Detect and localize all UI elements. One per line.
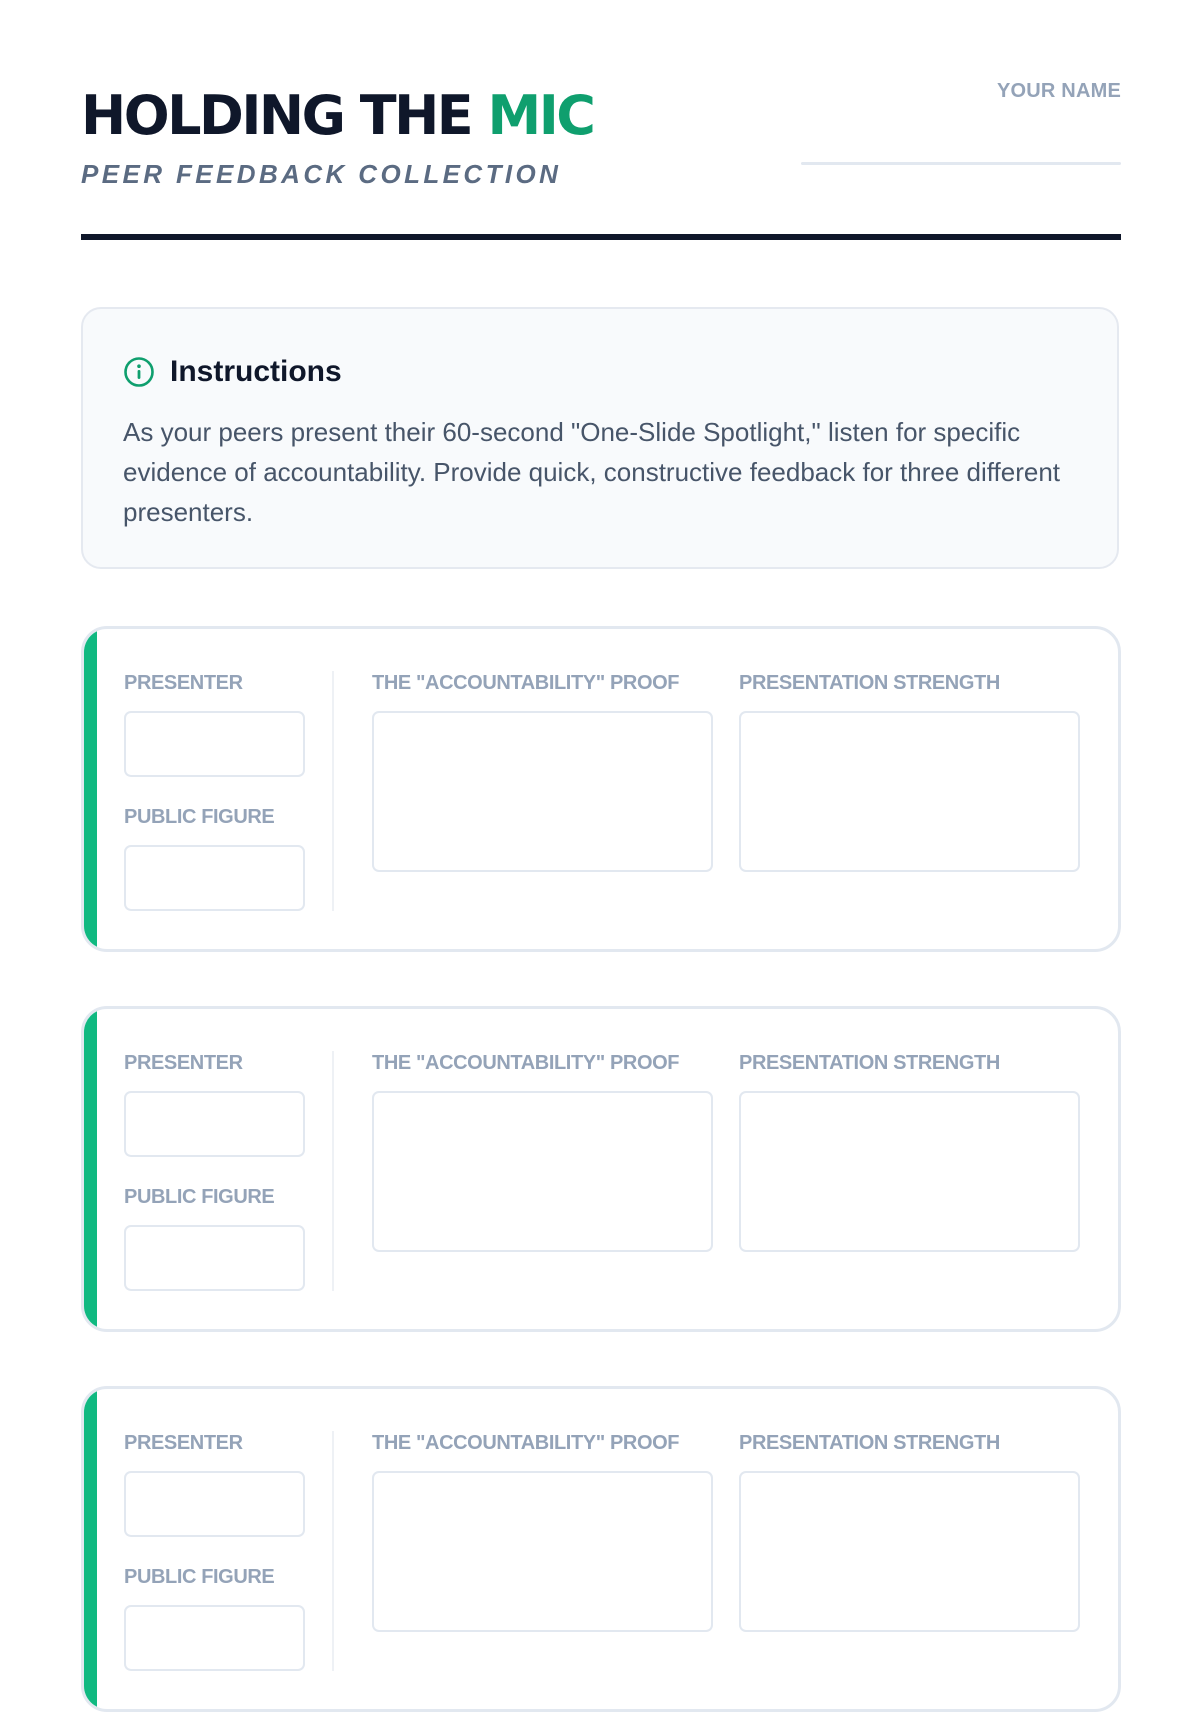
card-accent-bar bbox=[84, 1389, 97, 1709]
header-divider bbox=[81, 234, 1121, 240]
card-accent-bar bbox=[84, 1009, 97, 1329]
page-header bbox=[81, 0, 1121, 242]
presentation-strength-label: PRESENTATION STRENGTH bbox=[739, 1052, 1000, 1074]
instructions-panel bbox=[81, 307, 1119, 569]
instructions-text: As your peers present their 60-second "One-Slide Spotlight," listen for specific evidence of accountability. Provide quick, constructive feedback for three different presenters. bbox=[123, 417, 1061, 527]
presenter-label: PRESENTER bbox=[124, 672, 243, 694]
public-figure-input[interactable] bbox=[124, 845, 305, 911]
presenter-label: PRESENTER bbox=[124, 1052, 243, 1074]
public-figure-label: PUBLIC FIGURE bbox=[124, 1566, 275, 1588]
card-divider bbox=[332, 1051, 334, 1291]
instructions-title: Instructions bbox=[170, 355, 342, 388]
accountability-proof-input[interactable] bbox=[372, 1471, 713, 1632]
presentation-strength-input[interactable] bbox=[739, 1091, 1080, 1252]
your-name-label: YOUR NAME bbox=[996, 80, 1121, 102]
presentation-strength-input[interactable] bbox=[739, 711, 1080, 872]
public-figure-input[interactable] bbox=[124, 1225, 305, 1291]
accountability-proof-label: THE "ACCOUNTABILITY" PROOF bbox=[372, 1052, 680, 1074]
page-title bbox=[81, 86, 593, 146]
presentation-strength-label: PRESENTATION STRENGTH bbox=[739, 672, 1000, 694]
your-name-input-line[interactable] bbox=[801, 162, 1121, 165]
presentation-strength-label: PRESENTATION STRENGTH bbox=[739, 1432, 1000, 1454]
card-divider bbox=[332, 671, 334, 911]
your-name-field[interactable] bbox=[801, 78, 1121, 168]
accountability-proof-input[interactable] bbox=[372, 711, 713, 872]
feedback-card bbox=[81, 1006, 1121, 1332]
presenter-input[interactable] bbox=[124, 1091, 305, 1157]
accountability-proof-input[interactable] bbox=[372, 1091, 713, 1252]
card-accent-bar bbox=[84, 629, 97, 949]
presenter-input[interactable] bbox=[124, 711, 305, 777]
accountability-proof-label: THE "ACCOUNTABILITY" PROOF bbox=[372, 1432, 680, 1454]
accountability-proof-label: THE "ACCOUNTABILITY" PROOF bbox=[372, 672, 680, 694]
feedback-card bbox=[81, 626, 1121, 952]
card-divider bbox=[332, 1431, 334, 1671]
feedback-card bbox=[81, 1386, 1121, 1712]
title-accent: MIC bbox=[487, 84, 594, 147]
page-subtitle: PEER FEEDBACK COLLECTION bbox=[81, 159, 562, 189]
public-figure-label: PUBLIC FIGURE bbox=[124, 806, 275, 828]
title-main: HOLDING THE bbox=[81, 84, 488, 147]
presenter-label: PRESENTER bbox=[124, 1432, 243, 1454]
public-figure-label: PUBLIC FIGURE bbox=[124, 1186, 275, 1208]
presenter-input[interactable] bbox=[124, 1471, 305, 1537]
public-figure-input[interactable] bbox=[124, 1605, 305, 1671]
presentation-strength-input[interactable] bbox=[739, 1471, 1080, 1632]
info-icon bbox=[123, 356, 155, 388]
